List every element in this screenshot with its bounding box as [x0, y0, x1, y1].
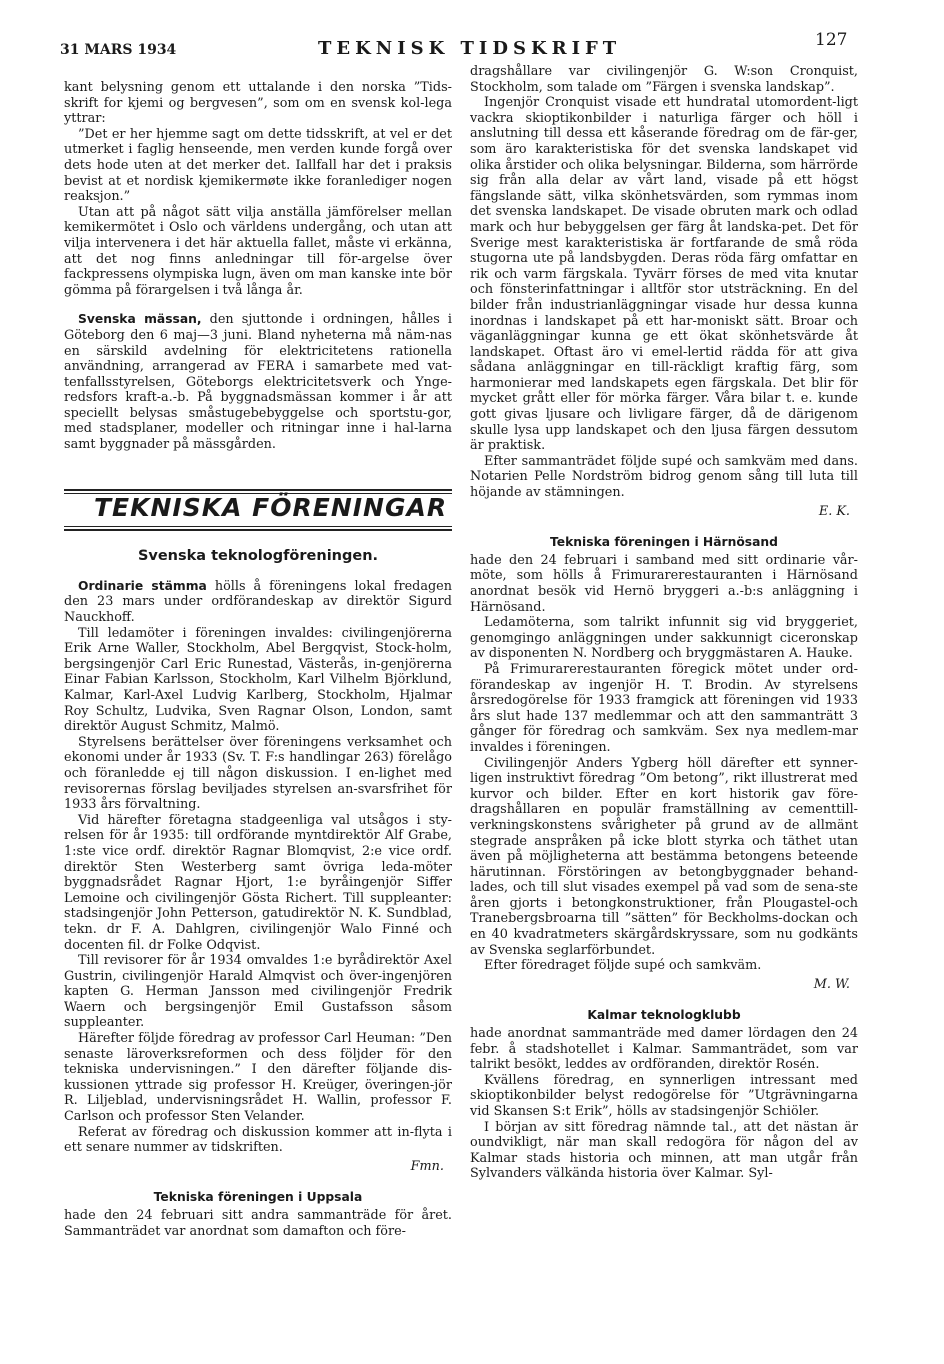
- banner-title: TEKNISKA FÖRENINGAR: [94, 492, 448, 522]
- paragraph: Styrelsens berättelser över föreningens verksamhet och ekonomi under år 1933 (Sv. T. F:s handlingar 263) förelågo och föranledde ej till någon diskussion. I en-lighet med revisorernas förslag beviljades styrelsen an-svarsfrihet för 1933 års förvaltning.: [64, 734, 452, 813]
- paragraph: dragshållare var civilingenjör G. W:son Cronquist, Stockholm, som talade om ”Färgen i svenska landskap”.: [470, 64, 858, 95]
- paragraph: hade den 24 februari sitt andra sammanträde för året. Sammanträdet var anordnat som damafton och före-: [64, 1208, 452, 1239]
- paragraph: Kvällens föredrag, en synnerligen intressant med skioptikonbilder belyst redogörelse för ”Utgrävningarna vid Skansen S:t Erik”, hölls av stadsingenjör Schiöler.: [470, 1072, 858, 1119]
- paragraph: Efter föredraget följde supé och samkväm.: [484, 958, 762, 974]
- paragraph-text: den sjuttonde i ordningen, hålles i Göteborg den 6 maj—3 juni. Bland nyheterna må näm-nas en särskild avdelning för elektricitetens rationella användning, arrangerad av FERA i samarbete med vat-tenfallsstyrelsen, Göteborgs elektricitetsverk och Ynge-redsfors kraft-a.-b. På byggnadsmässan kommer i år att speciellt belysas småstugebebyggelse och sportstu-gor, med stadsplaner, modeller och ritningar inne i hal-larna samt byggnader på mässgården.: [64, 312, 452, 453]
- paragraph: I början av sitt föredrag nämnde tal., att det nästan är oundvikligt, när man skall redogöra för någon del av Kalmar stads historia och minnen, att man utgår från Sylvanders välkända historia över Kalmar. Syl-: [470, 1119, 858, 1182]
- page-number: 127: [815, 30, 848, 50]
- paragraph: Vid härefter företagna stadgeenliga val utsågos i sty-relsen för år 1935: till ordförande myntdirektör Alf Grabe, 1:ste vice ordf. direktör Ragnar Blomqvist, 2:e vice ordf. direktör Sten Westerberg samt övriga leda-möter byggnadsrådet Ragnar Hjort, 1:e byråingenjör Siffer Lemoine och civilingenjör Gösta Richert. Till suppleanter: stadsingenjör John Petterson, gatudirektör N. K. Sundblad, tekn. dr F. A. Dahlgren, civilingenjör Walo Finné och docenten fil. dr Folke Odqvist.: [64, 812, 452, 953]
- quote-paragraph: ”Det er her hjemme sagt om dette tidsskrift, at vel er det utmerket i faglig henseende, men verden kunde forgå over dets hode uten at det merker det. Iallfall har det i praksis bevist at et nordisk kjemikermøte ikke foranlediger nogen reaksjon.”: [64, 126, 452, 205]
- left-column: [64, 80, 452, 1239]
- paragraph: Ingenjör Cronquist visade ett hundratal utomordent-ligt vackra skioptikonbilder i naturliga färger och höll i anslutning till dessa ett kåserande föredrag om de fär-ger, som äro karakteristiska för det svenska landskapet vid olika årstider och olika belysningar. Bilderna, som härrörde sig från alla delar av vårt land, visade på ett högst fängslande sätt, vilka skönhetsvärden, som rymmas inom det svenska landskapet. De visade obruten mark och odlad mark och hur bebyggelsen ger färg åt landska-pet. Det för Sverige mest karakteristiska är fortfarande de små röda stugorna ute på landsbygden. Deras röda färg omfattar en rik och varm färgskala. Tyvärr förses de med vita knutar och fönsterinfattningar i alltför stor utsträckning. En del bilder från industrianläggningar visade hur dessa kunna inordnas i landskapet på ett har-moniskt sätt. Broar och väganläggningar kunna ge ett ökat skönhetsvärde åt landskapet. Oftast äro vi emel-lertid rädda för att giva sådana anläggningar en till-räckligt kraftig färg, som harmonierar med landskapets egen färgskala. Det blir för mycket grått eller för mörka färger. Våra bilar t. e. kunde gott givas ljusare och livligare färger, då de därigenom skulle lysa upp landskapet och den ljusa färgen dessutom är praktisk.: [470, 95, 858, 454]
- subsection-title: Kalmar teknologklubb: [587, 1008, 741, 1023]
- signature: E. K.: [818, 503, 850, 519]
- issue-date: 31 MARS 1934: [60, 42, 177, 58]
- signature: M. W.: [813, 976, 850, 992]
- paragraph: Referat av föredrag och diskussion kommer att in-flyta i ett senare nummer av tidskriften.: [64, 1124, 452, 1156]
- runin-heading: Svenska mässan,: [78, 312, 202, 327]
- paragraph: Till ledamöter i föreningen invaldes: civilingenjörerna Erik Arne Waller, Stockholm, Abel Bergqvist, Stock-holm, bergsingenjör Carl Eric Runestad, Västerås, in-genjörerna Einar Fabian Karlsson, Stockholm, Karl Vilhelm Björklund, Kalmar, Karl-Axel Ludvig Karlberg, Stockholm, Hjalmar Roy Schultz, Ludvika, Sven Ragnar Olson, London, samt direktör August Schmitz, Malmö.: [64, 625, 452, 735]
- paragraph: hade anordnat sammanträde med damer lördagen den 24 febr. å stadshotellet i Kalmar. Sammanträdet, som var talrikt besökt, leddes av ordföranden, direktör Rosén.: [470, 1026, 858, 1073]
- runin-heading: Ordinarie stämma: [78, 578, 207, 593]
- journal-title: TEKNISK TIDSKRIFT: [318, 38, 622, 59]
- paragraph: hade den 24 februari i samband med sitt ordinarie vår-möte, som hölls å Frimurarerestauranten i Härnösand anordnat besök vid Hernö bryggeri a.-b:s anläggning i Härnösand.: [470, 552, 858, 615]
- paragraph: Civilingenjör Anders Ygberg höll därefter ett synner-ligen instruktivt föredrag ”Om betong”, rikt illustrerat med kurvor och bilder. Efter en kort historik gav före-dragshållaren en populär framställning av cementtill-verkningskonstens svårigheter på grund av de allmänt stegrade anspråken på icke blott styrka och täthet utan även på möjligheterna att bestämma betongens beteende härutinnan. Förstöringen av betongbyggnader behand-lades, och till slut visades exempel på vad som de sena-ste åren gjorts i betongkonstruktioner, från Plougastel-och Tranebergsbroarna till ”sätten” för Beckholms-dockan och en 40 kvadratmeters skärgårdskryssare, som nu godkänts av Svenska seglarförbundet.: [470, 755, 858, 958]
- right-column: [470, 64, 858, 1182]
- section-banner: [64, 489, 452, 532]
- paragraph: Utan att på något sätt vilja anställa jämförelser mellan kemikermötet i Oslo och världens undergång, och utan att vilja intervenera i det här aktuella fallet, måste vi erkänna, att det nog finns anledningar till för-argelse över fackpressens olympiska lugn, även om man kanske inte bör gömma på förargelsen i två långa år.: [64, 204, 452, 298]
- page-header: [0, 30, 944, 60]
- paragraph: På Frimurarerestauranten föregick mötet under ord-förandeskap av ingenjör H. T. Brodin. Av styrelsens årsredogörelse för 1933 framgick att föreningen vid 1933 års slut hade 137 medlemmar och att den sammanträtt 3 gånger för föredrag och samkväm. Sex nya medlem-mar invaldes i föreningen.: [470, 661, 858, 755]
- paragraph-text: hölls å föreningens lokal fredagen den 23 mars under ordförandeskap av direktör Sigurd Nauckhoff.: [64, 578, 452, 626]
- subsection-title: Tekniska föreningen i Uppsala: [153, 1190, 363, 1205]
- paragraph: Till revisorer för år 1934 omvaldes 1:e byrådirektör Axel Gustrin, civilingenjör Harald Almqvist och över-ingenjören kapten G. Herman Jansson med civilingenjör Fredrik Waern och bergsingenjör Emil Gustafsson såsom suppleanter.: [64, 953, 452, 1031]
- subsection-title: Tekniska föreningen i Härnösand: [550, 535, 778, 550]
- section-title: Svenska teknologföreningen.: [137, 548, 379, 565]
- signature: Fmn.: [410, 1158, 444, 1174]
- paragraph: kant belysning genom ett uttalande i den norska ”Tids-skrift for kjemi og bergvesen”, som om en svensk kol-lega yttrar:: [64, 80, 452, 127]
- massan-paragraph: [64, 312, 452, 452]
- paragraph: Härefter följde föredrag av professor Carl Heuman: ”Den senaste läroverksreformen och dess följder för den tekniska undervisningen.” I den därefter följande dis-kussionen yttrade sig professor H. Kreüger, överingen-jör R. Liljeblad, undervisningsrådet H. Wallin, professor F. Carlson och professor Sten Velander.: [64, 1031, 452, 1125]
- paragraph: Efter sammanträdet följde supé och samkväm med dans. Notarien Pelle Nordström bidrog genom sång till luta till höjande av stämningen.: [470, 453, 858, 501]
- paragraph: Ledamöterna, som talrikt infunnit sig vid bryggeriet, genomgingo anläggningen under sakkunnigt ciceronskap av disponenten N. Nordberg och bryggmästaren A. Hauke.: [470, 615, 858, 662]
- stamma-paragraph: [64, 579, 452, 626]
